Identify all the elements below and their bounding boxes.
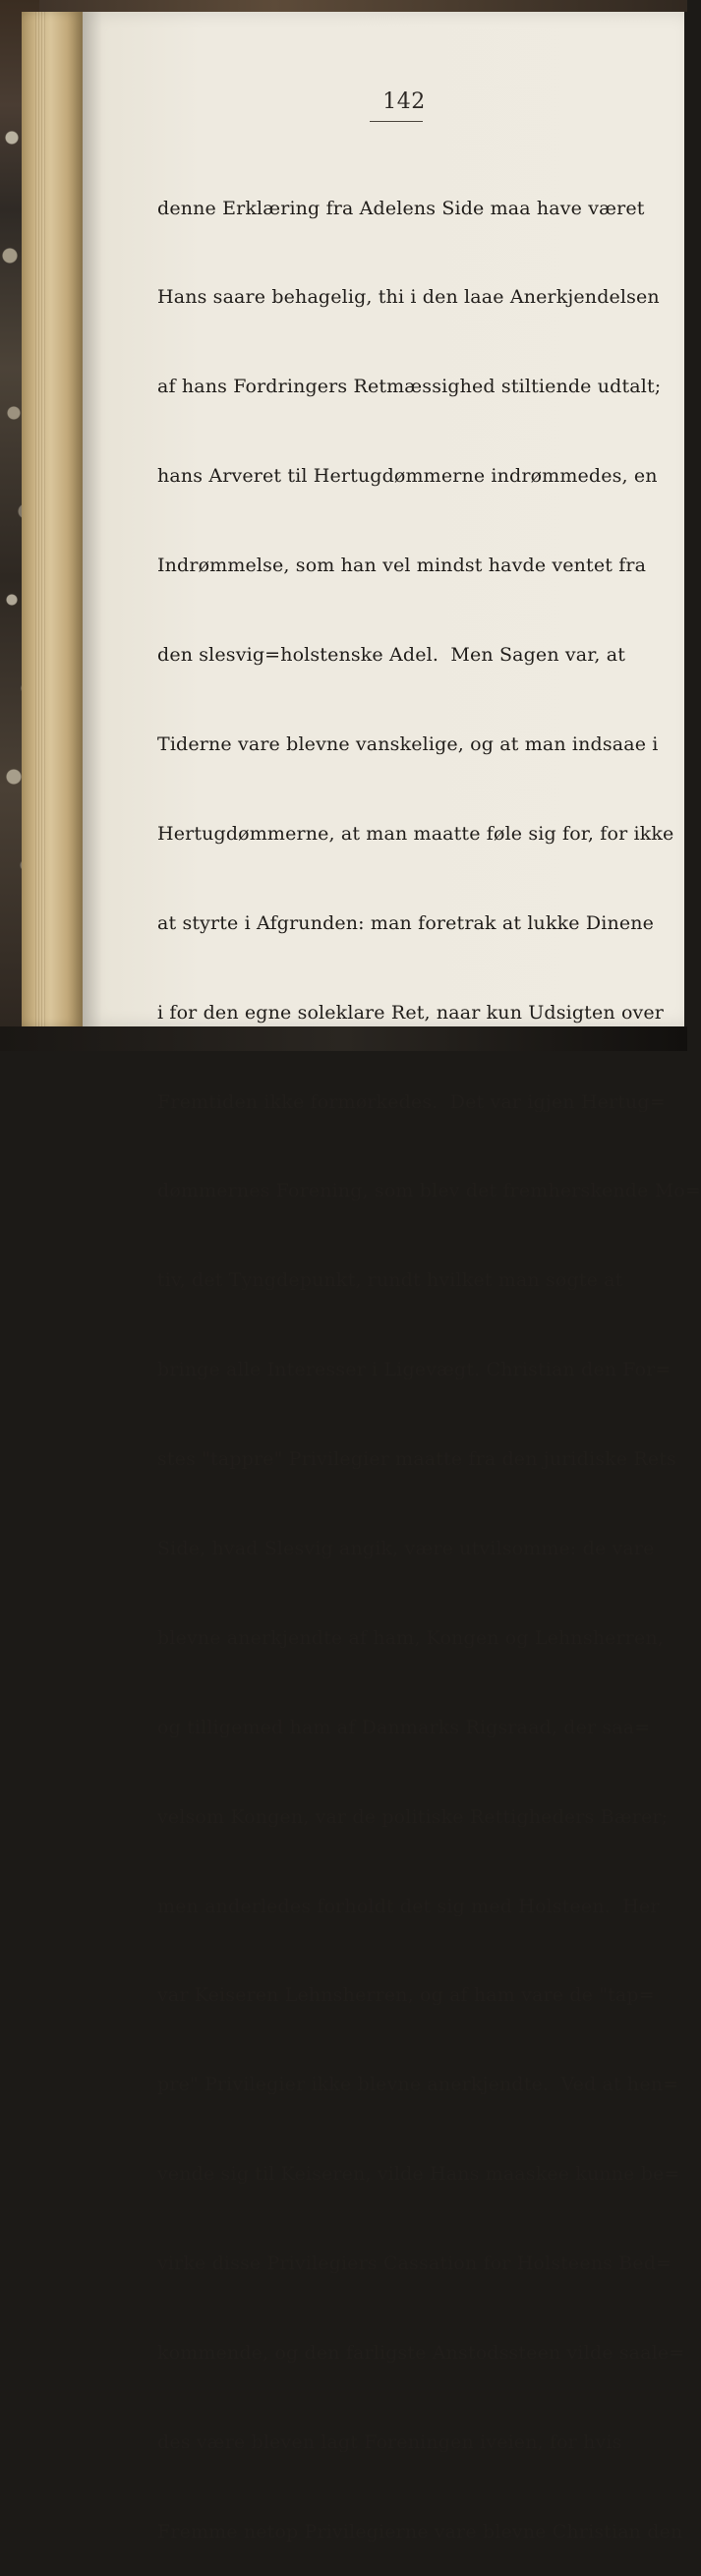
text-line: var Keiseren Lehnsherren, og af ham vare de "tap=	[157, 1984, 655, 2007]
text-line: Hans saare behagelig, thi i den laae Anerkjendelsen	[157, 286, 660, 309]
text-line: hans Arveret til Hertugdømmerne indrømmedes, en	[157, 465, 658, 488]
page-number: 142	[382, 89, 426, 114]
page-number-rule	[370, 121, 423, 122]
text-line: virke disse Privilegiers Cassation for Holsteens Bed=	[157, 2253, 672, 2275]
text-line: denne Erklæring fra Adelens Side maa have været	[157, 197, 645, 219]
page-stack-edge	[22, 12, 83, 1026]
text-line: i for den egne soleklare Ret, naar kun Udsigten over	[157, 1001, 665, 1024]
text-line: Fremtiden ikke formørkedes. Det var igjen Hertug=	[157, 1090, 666, 1113]
page-fold-shadow	[83, 12, 102, 1026]
text-line: pre" Privilegier ikke blevne anerkjendte. Ved at hen=	[157, 2074, 679, 2096]
text-line: bringe alle Interesser i Ligevægt. Christian den For=	[157, 1359, 672, 1381]
text-line: den slesvig=holstenske Adel. Men Sagen var, at	[157, 644, 626, 667]
text-line: tiv, det Tyngdepunkt, rundt hvilket man søgte at	[157, 1269, 623, 1292]
text-line: velsom Kongen, var de politiske Rettigheders Bærer;	[157, 1805, 669, 1828]
text-line: Hertugdømmerne, at man maatte føle sig for, for ikke	[157, 822, 674, 845]
text-line: af hans Fordringers Retmæssighed stiltiende udtalt;	[157, 376, 662, 398]
text-line: Fremme netop Privilegierne vare blevne Christian den	[157, 2520, 683, 2543]
text-line: stes "tappre" Privilegier maatte fra den juridiske Rets	[157, 1448, 676, 1471]
text-line: og tilligemed ham af Danmarks Rigsraad, der saa=	[157, 1716, 651, 1738]
text-line: blevne anerkjendte af ham, Kongen og Lehnsherren,	[157, 1626, 664, 1649]
text-line: des være bleven lagt Foreningen iveien, for hvis	[157, 2430, 622, 2453]
text-line: at styrte i Afgrunden: man foretrak at lukke Dinene	[157, 911, 655, 934]
text-line: men anderledes forholdt det sig med Holsteen. Her	[157, 1895, 660, 1917]
page-stack-lines	[35, 12, 45, 1026]
book-top-edge	[0, 0, 687, 12]
text-line: Side, hvad Slesvig angik, være utvilsomme: de vare	[157, 1537, 655, 1559]
text-line: kommende, og den farligste Anstodssteen vilde saale=	[157, 2341, 685, 2364]
page-text	[157, 134, 701, 2576]
text-line: dømmernes Forening, som blev det fremherskende Mo=	[157, 1180, 701, 1202]
text-line: vende sig til Keiseren, vilde Hans maaskee kunne be=	[157, 2163, 680, 2186]
text-line: Indrømmelse, som han vel mindst havde ventet fra	[157, 555, 647, 577]
text-line: Tiderne vare blevne vanskelige, og at man indsaae i	[157, 732, 659, 755]
